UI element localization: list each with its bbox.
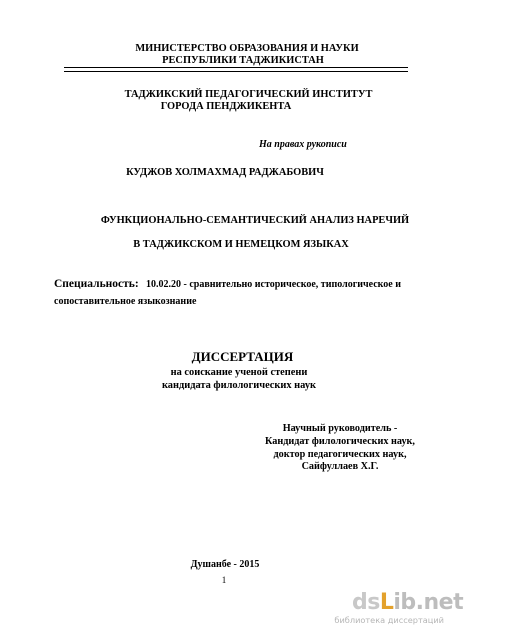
specialty-text-line-1: 10.02.20 - сравнительно историческое, типологическое и xyxy=(146,279,401,290)
supervisor-line-3: доктор педагогических наук, xyxy=(273,448,407,460)
dslib-logo xyxy=(352,591,463,615)
ministry-line-2: РЕСПУБЛИКИ ТАДЖИКИСТАН xyxy=(162,55,324,66)
supervisor-line-4: Сайфуллаев Х.Г. xyxy=(301,461,379,473)
logo-part-ibnet: ib.net xyxy=(393,590,464,615)
dissertation-title: ДИССЕРТАЦИЯ xyxy=(191,349,294,364)
logo-part-l: L xyxy=(379,590,394,615)
manuscript-note: На правах рукописи xyxy=(259,139,347,150)
institute-line-2: ГОРОДА ПЕНДЖИКЕНТА xyxy=(160,101,292,112)
watermark-caption: библиотека диссертаций xyxy=(334,615,444,625)
supervisor-line-2: Кандидат филологических наук, xyxy=(265,435,415,447)
thesis-title-line-1: ФУНКЦИОНАЛЬНО-СЕМАНТИЧЕСКИЙ АНАЛИЗ НАРЕЧИЙ xyxy=(100,215,410,226)
dissertation-subtitle-1: на соискание ученой степени xyxy=(170,367,308,378)
supervisor-block xyxy=(255,423,425,474)
page-number: 1 xyxy=(221,575,227,585)
author-name: КУДЖОВ ХОЛМАХМАД РАДЖАБОВИЧ xyxy=(126,167,324,178)
dissertation-subtitle-2: кандидата филологических наук xyxy=(161,380,317,391)
specialty-text-line-2: сопоставительное языкознание xyxy=(54,296,197,307)
institute-line-1: ТАДЖИКСКИЙ ПЕДАГОГИЧЕСКИЙ ИНСТИТУТ xyxy=(124,89,373,100)
specialty-label: Специальность: xyxy=(54,278,139,290)
thesis-title-line-2: В ТАДЖИКСКОМ И НЕМЕЦКОМ ЯЗЫКАХ xyxy=(133,239,349,250)
supervisor-line-1: Научный руководитель - xyxy=(282,423,398,434)
header-divider xyxy=(64,67,408,72)
dslib-watermark[interactable] xyxy=(334,590,464,631)
logo-part-ds: ds xyxy=(352,590,380,615)
ministry-line-1: МИНИСТЕРСТВО ОБРАЗОВАНИЯ И НАУКИ xyxy=(135,43,359,54)
city-year: Душанбе - 2015 xyxy=(190,559,260,570)
